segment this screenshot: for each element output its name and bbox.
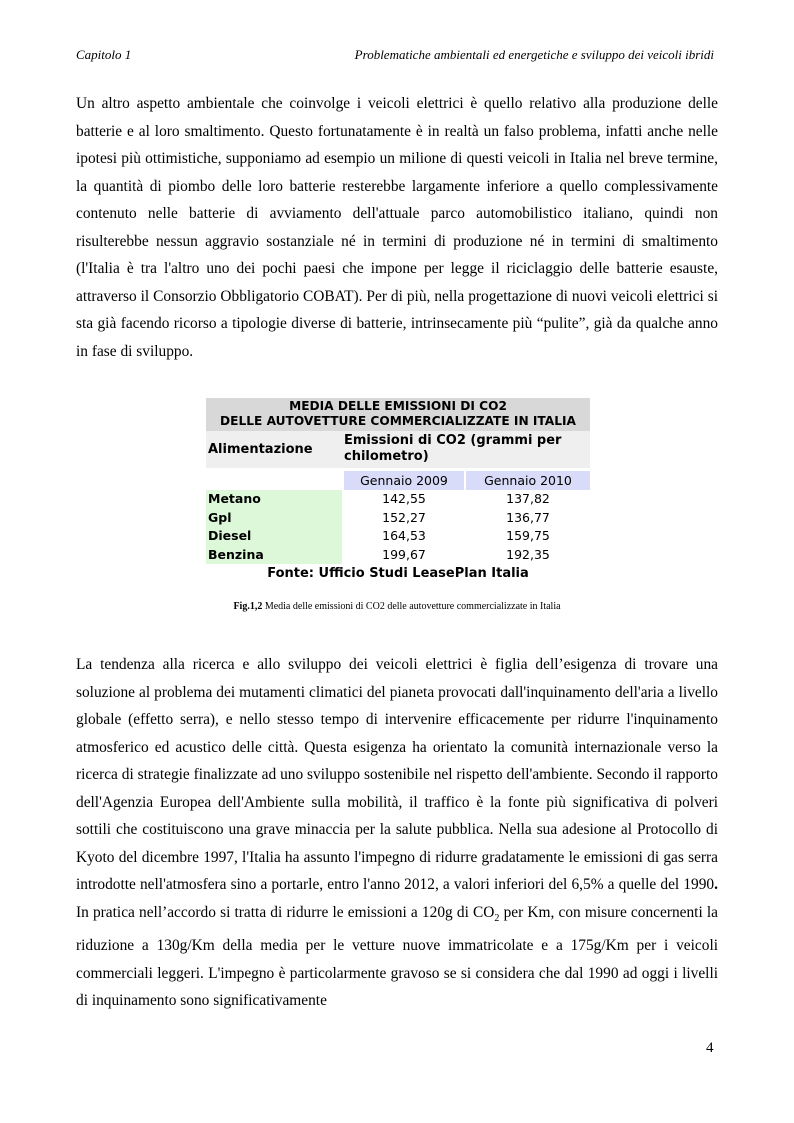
header-emissions: Emissioni di CO2 (grammi per chilometro) — [344, 433, 562, 464]
table-years-row — [206, 471, 590, 490]
fuel-cell: Metano — [206, 490, 342, 509]
caption-text: Media delle emissioni di CO2 delle autovetture commercializzate in Italia — [262, 601, 561, 612]
caption-label: Fig.1,2 — [233, 601, 263, 612]
paragraph-kyoto — [76, 651, 718, 1015]
paragraph-kyoto-part2: In pratica nell’accordo si tratta di ridurre le emissioni a 120g di CO — [76, 903, 495, 921]
header-title: Problematiche ambientali ed energetiche e sviluppo dei veicoli ibridi — [354, 47, 714, 62]
running-header — [76, 47, 714, 63]
value-2009: 142,55 — [382, 491, 426, 506]
page-number: 4 — [706, 1040, 714, 1056]
table-source: Fonte: Ufficio Studi LeasePlan Italia — [267, 566, 529, 581]
paragraph-kyoto-part3: per Km, con misure concernenti la riduzione a 130g/Km della media per le vetture nuove immatricolate e a 175g/Km per i veicoli commerciali leggeri. L'impegno è particolarmente gravoso se si considera che dal 1990 ad oggi i livelli di inquinamento sono significativamente — [76, 903, 718, 1010]
value-2010: 159,75 — [506, 528, 550, 543]
header-year-2010: Gennaio 2010 — [466, 471, 590, 490]
years-row-spacer — [206, 471, 342, 490]
value-2010: 137,82 — [506, 491, 550, 506]
fuel-cell: Gpl — [206, 509, 342, 528]
co2-subscript: 2 — [494, 912, 500, 924]
table-row — [206, 546, 590, 565]
figure-caption — [0, 600, 794, 614]
table-title-line1: MEDIA DELLE EMISSIONI DI CO2 — [289, 399, 507, 413]
table-row — [206, 527, 590, 546]
header-fuel: Alimentazione — [208, 442, 313, 457]
table-title — [206, 398, 590, 431]
fuel-cell: Diesel — [206, 527, 342, 546]
value-2010: 136,77 — [506, 509, 550, 525]
value-2009: 199,67 — [382, 546, 426, 562]
table-row — [206, 490, 590, 509]
table-header-row — [206, 431, 590, 468]
value-2010: 192,35 — [506, 546, 550, 562]
paragraph-batteries: Un altro aspetto ambientale che coinvolge i veicoli elettrici è quello relativo alla produzione delle batterie e al loro smaltimento. Questo fortunatamente è in realtà un falso problema, infatti anche nelle ipotesi più ottimistiche, supponiamo ad esempio un milione di questi veicoli in Italia nel breve termine, la quantità di piombo delle loro batterie resterebbe largamente inferiore a quello complessivamente contenuto nelle batterie di avviamento dell'attuale parco automobilistico italiano, quindi non risulterebbe nessun aggravio sostanziale né in termini di produzione né in termini di smaltimento (l'Italia è tra l'altro uno dei pochi paesi che impone per legge il riciclaggio delle batterie esauste, attraverso il Consorzio Obbligatorio COBAT). Per di più, nella progettazione di nuovi veicoli elettrici si sta già facendo ricorso a tipologie diverse di batterie, intrinsecamente più “pulite”, già da qualche anno in fase di sviluppo. — [76, 95, 718, 360]
header-year-2009: Gennaio 2009 — [344, 471, 464, 490]
value-2009: 164,53 — [382, 528, 426, 543]
bold-period: . — [714, 876, 718, 893]
value-2009: 152,27 — [382, 509, 426, 525]
fuel-cell: Benzina — [206, 546, 342, 565]
paragraph-kyoto-part1: La tendenza alla ricerca e allo sviluppo dei veicoli elettrici è figlia dell’esigenza di trovare una soluzione al problema dei mutamenti climatici del pianeta provocati dall'inquinamento dell'aria a livello globale (effetto serra), e nello stesso tempo di intervenire efficacemente per ridurre l'inquinamento atmosferico ed acustico delle città. Questa esigenza ha orientato la comunità internazionale verso la ricerca di strategie finalizzate ad uno sviluppo sostenibile nel rispetto dell'ambiente. Secondo il rapporto dell'Agenzia Europea dell'Ambiente sulla mobilità, il traffico è la fonte più significativa di polveri sottili che costituiscono una grave minaccia per la salute pubblica. Nella sua adesione al Protocollo di Kyoto del dicembre 1997, l'Italia ha assunto l'impegno di ridurre gradatamente le emissioni di gas serra introdotte nell'atmosfera sino a portarle, entro l'anno 2012, a valori inferiori del 6,5% a quelle del 1990 — [76, 656, 718, 893]
table-row — [206, 509, 590, 528]
header-chapter: Capitolo 1 — [76, 47, 132, 62]
table-title-line2: DELLE AUTOVETTURE COMMERCIALIZZATE IN ITALIA — [220, 414, 576, 428]
co2-emissions-table — [206, 398, 590, 583]
